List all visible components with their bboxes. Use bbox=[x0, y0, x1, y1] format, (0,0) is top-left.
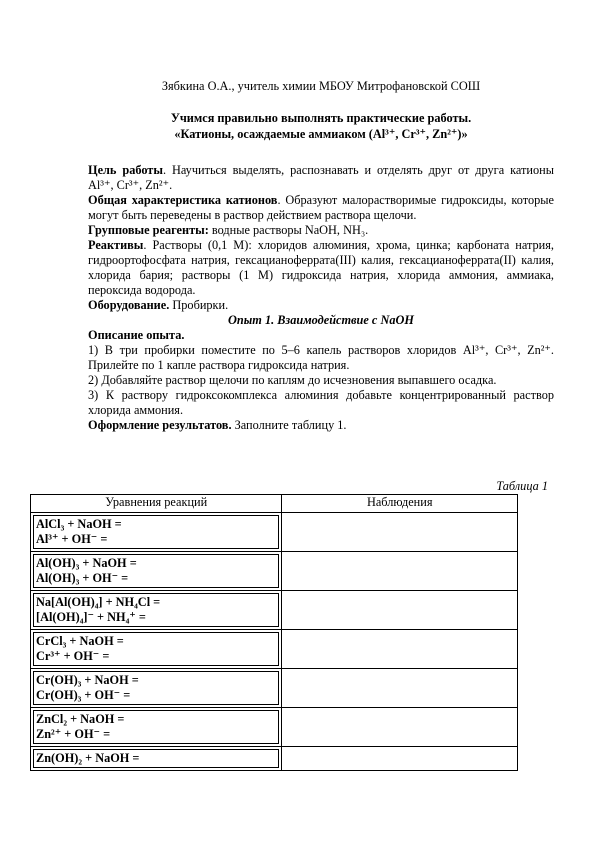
equation-line: AlCl₃ + NaOH = bbox=[36, 517, 122, 531]
observation-cell[interactable] bbox=[282, 552, 518, 591]
equipment-text: Пробирки. bbox=[169, 298, 229, 312]
equation-line: Al(OH)₃ + NaOH = bbox=[36, 556, 137, 570]
author-line: Зябкина О.А., учитель химии МБОУ Митрофановской СОШ bbox=[161, 79, 481, 93]
equation-line: [Al(OH)₄]⁻ + NH₄⁺ = bbox=[36, 610, 146, 624]
results-text: Заполните таблицу 1. bbox=[231, 418, 347, 432]
group-text: водные растворы NaOH, NH₃. bbox=[208, 223, 369, 237]
equation-line: Al³⁺ + OH⁻ = bbox=[36, 532, 108, 546]
reagents-label: Реактивы bbox=[88, 238, 144, 252]
reagents-text: . Растворы (0,1 М): хлоридов алюминия, хрома, цинка; карбоната натрия, гидроортофосфата натрия, гексацианоферрата(III) калия, гексацианоферрата(II) калия, хлорида бария; растворы (1 М) гидроксида натрия, хлорида аммония, аммиака, пероксида водорода. bbox=[88, 238, 554, 297]
table-row bbox=[31, 669, 518, 708]
equation-line: Zn(OH)₂ + NaOH = bbox=[36, 751, 140, 765]
equation-line: Cr³⁺ + OH⁻ = bbox=[36, 649, 110, 663]
results-paragraph bbox=[88, 418, 554, 433]
step-3: 3) К раствору гидроксокомплекса алюминия добавьте концентрированный раствор хлорида аммония. bbox=[88, 388, 554, 417]
table-row bbox=[31, 513, 518, 552]
equation-cell bbox=[31, 747, 282, 771]
observation-cell[interactable] bbox=[282, 708, 518, 747]
reagents-paragraph bbox=[88, 238, 554, 298]
equation-line: CrCl₃ + NaOH = bbox=[36, 634, 124, 648]
table-row bbox=[31, 591, 518, 630]
equation-cell bbox=[31, 513, 282, 552]
table-row bbox=[31, 552, 518, 591]
equation-line: ZnCl₂ + NaOH = bbox=[36, 712, 125, 726]
equation-cell bbox=[31, 708, 282, 747]
header-observations: Наблюдения bbox=[282, 495, 518, 513]
general-label: Общая характеристика катионов bbox=[88, 193, 278, 207]
title-line-2: «Катионы, осаждаемые аммиаком (Al³⁺, Cr³⁺, Zn²⁺)» bbox=[174, 127, 468, 141]
goal-text: . Научиться выделять, распознавать и отделять друг от друга катионы Al³⁺, Cr³⁺, Zn²⁺. bbox=[88, 163, 554, 192]
equation-line: Cr(OH)₃ + OH⁻ = bbox=[36, 688, 131, 702]
equation-cell bbox=[31, 591, 282, 630]
table-row bbox=[31, 708, 518, 747]
goal-paragraph bbox=[88, 163, 554, 193]
observation-cell[interactable] bbox=[282, 591, 518, 630]
observation-cell[interactable] bbox=[282, 669, 518, 708]
title-line-1: Учимся правильно выполнять практические работы. bbox=[170, 111, 472, 125]
observation-cell[interactable] bbox=[282, 747, 518, 771]
results-label: Оформление результатов. bbox=[88, 418, 232, 432]
header-equations: Уравнения реакций bbox=[31, 495, 282, 513]
table-caption: Таблица 1 bbox=[496, 479, 548, 493]
document-body bbox=[88, 163, 554, 433]
observation-cell[interactable] bbox=[282, 630, 518, 669]
equation-line: Na[Al(OH)₄] + NH₄Cl = bbox=[36, 595, 161, 609]
table-header-row bbox=[31, 495, 518, 513]
goal-label: Цель работы bbox=[88, 163, 163, 177]
group-label: Групповые реагенты: bbox=[88, 223, 209, 237]
description-label: Описание опыта. bbox=[88, 328, 185, 342]
equation-line: Cr(OH)₃ + NaOH = bbox=[36, 673, 139, 687]
table-row bbox=[31, 630, 518, 669]
equation-cell bbox=[31, 630, 282, 669]
step-2: 2) Добавляйте раствор щелочи по каплям до исчезновения выпавшего осадка. bbox=[88, 373, 497, 387]
general-text: . Образуют малорастворимые гидроксиды, которые могут быть переведены в раствор действием раствора щелочи. bbox=[88, 193, 554, 222]
equation-line: Zn²⁺ + OH⁻ = bbox=[36, 727, 111, 741]
observation-cell[interactable] bbox=[282, 513, 518, 552]
general-paragraph bbox=[88, 193, 554, 223]
equation-cell bbox=[31, 552, 282, 591]
table-row bbox=[31, 747, 518, 771]
equation-line: Al(OH)₃ + OH⁻ = bbox=[36, 571, 129, 585]
step-1: 1) В три пробирки поместите по 5–6 капель растворов хлоридов Al³⁺, Cr³⁺, Zn²⁺. Прилейте по 1 капле раствора гидроксида натрия. bbox=[88, 343, 554, 372]
reactions-table bbox=[30, 494, 518, 771]
equipment-paragraph bbox=[88, 298, 554, 313]
equation-cell bbox=[31, 669, 282, 708]
experiment-title: Опыт 1. Взаимодействие с NaOH bbox=[228, 313, 414, 327]
group-paragraph bbox=[88, 223, 554, 238]
equipment-label: Оборудование. bbox=[88, 298, 170, 312]
